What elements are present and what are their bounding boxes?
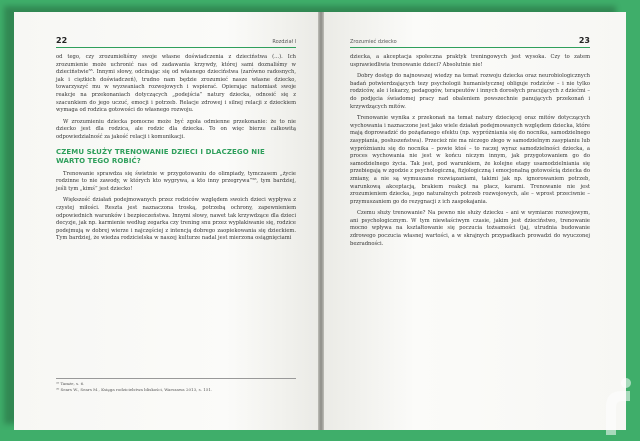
paragraph: Trenowanie sprawdza się świetnie w przygotowaniu do olimpiady, tymczasem „życie rodzinne to nie zawody, w których kto wygrywa, a kto inny przegrywa”⁵⁶, tym bardziej, jeśli tym „kimś” jest dziecko! [56,170,296,192]
section-heading: CZEMU SŁUŻY TRENOWANIE DZIECI I DLACZEGO NIE WARTO TEGO ROBIĆ? [56,147,265,165]
footnote: ⁵⁶ Sears W., Sears M., Księga rodzicielstwa bliskości, Warszawa 2013, s. 151. [56,387,213,392]
paragraph: Większość działań podejmowanych przez rodziców względem swoich dzieci wypływa z czystej miłości. Reszta jest naznaczona troską, potrzebą ochrony, zapewnieniem odpowiednich warunków i bezpieczeństwa. Innymi słowy, nawet tak krzywdzące dla dzieci decyzje, jak np. karmienie według zegarka czy trening snu przez wypłakiwanie się, rodzice podejmują w dobrej wierze i najczęściej z intencją dobrego zaopiekowania się dzieckiem. Tym bardziej, że wiedza rodzicielska w naszej kulturze nadal jest mierzona osiągnięciami [56,197,296,242]
paragraph: W zrozumieniu dziecka pomocne może być zgoła odmienne przekonanie: że to nie dziecko jest dla rodzica, ale rodzic dla dziecka. To on więc bierze całkowitą odpowiedzialność za jakość relacji i komunikacji. [56,118,296,140]
paragraph: Czemu służy trenowanie? Na pewno nie służy dziecku – ani w wymiarze rozwojowym, ani psychologicznym. W tym niewłaściwym czasie, jakim jest dzieciństwo, trenowanie mocno wpływa na kształtowanie się poczucia tożsamości (jaj, utrudnia budowanie zdrowego poczucia własnej wartości, a w skrajnych przypadkach prowadzi do wyuczonej bezradności. [350,210,590,247]
page-number-right: 23 [578,36,590,45]
chapter-label-left: Rozdział I [272,39,296,45]
right-page-header [350,36,590,48]
left-page-header [56,36,296,48]
corner-watermark-icon [600,377,634,437]
page-number-left: 22 [56,36,68,45]
footnotes [56,378,296,393]
paragraph: Trenowanie wynika z przekonań na temat natury dziecięcej oraz mitów dotyczących wychowania i naznaczone jest jako wiele działań podejmowanych względem dziecka, które mają doprowadzić do pożądanego efektu (np. wypróżniania się do nocnika, samodzielnego zasypiania, posłuszeństwa). Przecież nie ma niczego złego w samodzielnym zasypianiu lub wypróżnianiu się do nocnika – powie ktoś – to raczej wyraz samodzielności dziecka, a proces wychowania nie jest w końcu niczym innym, jak przygotowaniem go do samodzielnego życia. Tak jest, pod warunkiem, że kolejne etapy usamodzielniania się przebiegają w zgodzie z psychologiczną, fizjologiczną i emocjonalną gotowością dziecka do zmiany, a nie są wymuszane rozwiązaniami, takimi jak np. ignorowaniem potrzeb, warunkową akceptacją, brakiem reakcji na płacz, karami. Trenowanie nie jest zrozumieniem dziecka, jego naturalnych potrzeb rozwojowych, ale – wprost przeciwnie – przymuszaniem go do rezygnacji z ich zaspokajania. [350,115,590,205]
paragraph: od tego, czy zrozumiełiśmy swoje własne doświadczenia z dzieciństwa (...). Ich zrozumienie może uchronić nas od zadawania krzywdy, której sami doznaliśmy w dzieciństwie⁵⁵. Innymi słowy, odcinając się od własnego dzieciństwa (zarówno radosnych, jak i ciężkich doświadczeń), trudno nam będzie zrozumieć nasze własne dziecko, towarzyszyć mu w wyzwaniach rozwojowych i wspierać. Opierając natomiast swoje reakcje na przekonaniach dotyczących „podejścia” natury dziecka, odnosić się z szacunkiem do jego uczuć, emocji i potrzeb. Relacje zdrowej i silnej relacji z dzieckiem wymaga od rodzica gotowości do własnego rozwoju. [56,54,296,114]
left-page [14,12,318,430]
footnote: ⁵⁵ Tamże, s. 6. [56,381,85,386]
chapter-label-right: Zrozumieć dziecko [350,39,397,45]
right-page [324,12,626,430]
paragraph: dziecka, a akceptacja społeczna praktyk treningowych jest wysoka. Czy to zatem usprawiedliwia trenowanie dzieci? Absolutnie nie! [350,54,590,68]
open-book [14,12,626,432]
paragraph: Dobry dostęp do najnowszej wiedzy na temat rozwoju dziecka oraz neurobiologicznych badań potwierdzających tezy psychologii humanistycznej obliguje rodziców – i nie tylko rodziców, ale i lekarzy, pedagogów, terapeutów i innych dorosłych pracujących z dziećmi – do podjęcia świadomej pracy nad obaleniem powszechnie panujących przekonań i krzywdzących mitów. [350,73,590,110]
